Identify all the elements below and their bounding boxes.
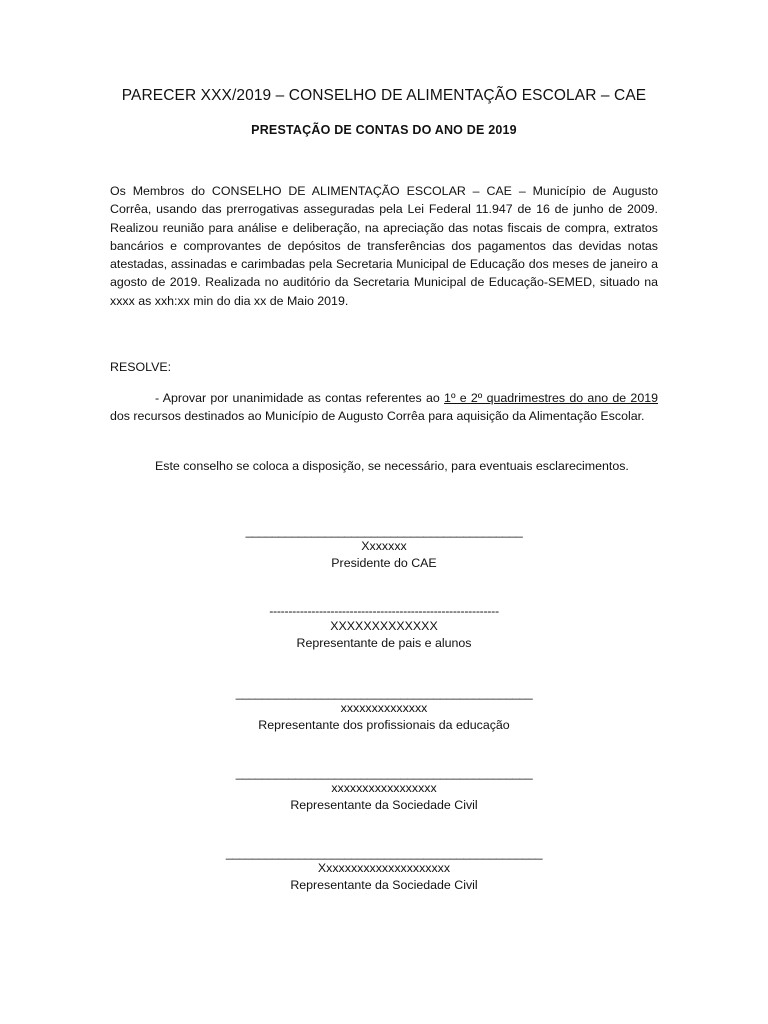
signatory-name: XXXXXXXXXXXXX xyxy=(330,619,438,633)
document-subtitle: PRESTAÇÃO DE CONTAS DO ANO DE 2019 xyxy=(251,123,517,137)
signatory-role: Representante da Sociedade Civil xyxy=(290,878,478,892)
signature-block-parents xyxy=(0,604,768,652)
signature-line: ------------------------------------------------------------ xyxy=(269,604,499,618)
resolve-label: RESOLVE: xyxy=(110,360,172,374)
signature-line: __________________________________________ xyxy=(245,524,523,538)
signatory-role: Representante de pais e alunos xyxy=(296,636,472,650)
signatory-role: Representante dos profissionais da educação xyxy=(258,718,510,732)
resolve-item-suffix: dos recursos destinados ao Município de Augusto Corrêa para aquisição da Alimentação Escolar. xyxy=(110,409,645,424)
signature-block-president xyxy=(0,524,768,572)
signatory-role: Presidente do CAE xyxy=(331,556,437,570)
signatory-name: Xxxxxxx xyxy=(361,539,407,553)
signature-line: _____________________________________________ xyxy=(235,686,533,700)
signature-line: _____________________________________________ xyxy=(235,766,533,780)
resolve-item-prefix: - Aprovar por unanimidade as contas referentes ao xyxy=(155,391,445,405)
resolve-item xyxy=(110,389,658,426)
signatory-name: xxxxxxxxxxxxxxxxx xyxy=(331,781,437,795)
signature-line: ________________________________________________ xyxy=(225,846,543,860)
intro-paragraph: Os Membros do CONSELHO DE ALIMENTAÇÃO ESCOLAR – CAE – Município de Augusto Corrêa, usando das prerrogativas asseguradas pela Lei Federal 11.947 de 16 de junho de 2009. Realizou reunião para análise e deliberação, na apreciação das notas fiscais de compra, extratos bancários e comprovantes de depósitos de transferências dos pagamentos das devidas notas atestadas, assinadas e carimbadas pela Secretaria Municipal de Educação dos meses de janeiro a agosto de 2019. Realizada no auditório da Secretaria Municipal de Educação-SEMED, situado na xxxx as xxh:xx min do dia xx de Maio 2019. xyxy=(110,184,658,308)
document-title: PARECER XXX/2019 – CONSELHO DE ALIMENTAÇÃO ESCOLAR – CAE xyxy=(121,87,647,104)
signature-block-civil-society-2 xyxy=(0,846,768,894)
signature-block-civil-society-1 xyxy=(0,766,768,814)
closing-statement: Este conselho se coloca a disposição, se necessário, para eventuais esclarecimentos. xyxy=(155,459,629,473)
signature-block-education xyxy=(0,686,768,734)
signatory-name: Xxxxxxxxxxxxxxxxxxxxx xyxy=(317,861,451,875)
signatory-role: Representante da Sociedade Civil xyxy=(290,798,478,812)
resolve-item-underlined: 1º e 2º quadrimestres do ano de 2019 xyxy=(444,391,658,405)
signatory-name: xxxxxxxxxxxxxx xyxy=(340,701,428,715)
